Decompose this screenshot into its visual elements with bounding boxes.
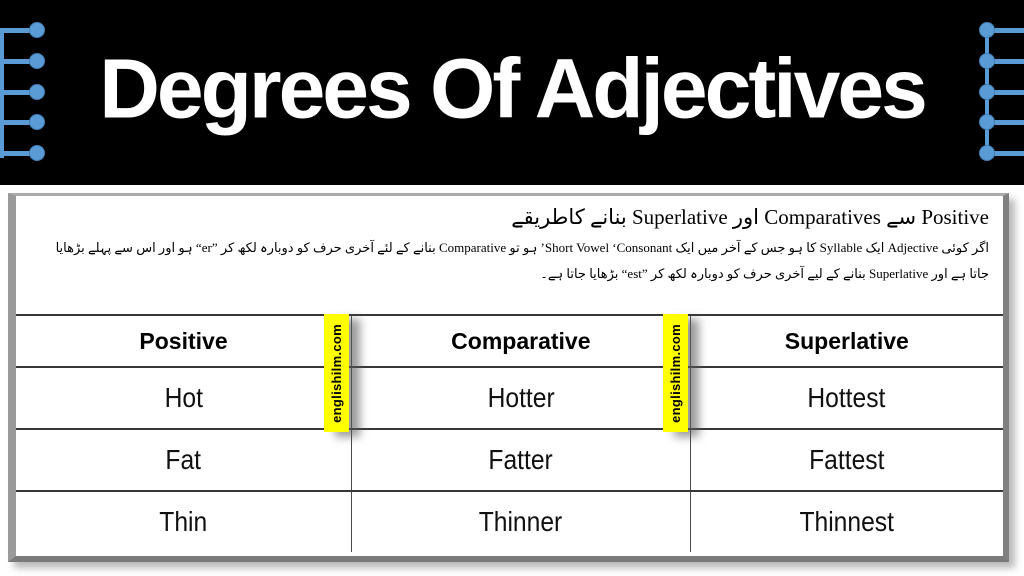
connector-line	[990, 59, 1024, 64]
watermark-strip	[324, 314, 349, 432]
bullet-dot	[29, 145, 45, 161]
urdu-intro	[16, 196, 1003, 314]
connector-line	[990, 28, 1024, 33]
column-header-comparative: Comparative	[352, 315, 691, 367]
connector-line	[990, 151, 1024, 156]
intro-line-2: جاتا ہے اور Superlative بنانے کے لیے آخری حرف کو دوبارہ لکھ کر ”est“ بڑھایا جاتا ہے۔	[540, 265, 989, 281]
table-cell: Fat	[16, 429, 352, 491]
title-banner	[0, 0, 1024, 185]
connector-line	[990, 120, 1024, 125]
table-cell: Hotter	[352, 367, 691, 429]
intro-line-1: اگر کوئی Adjective ایک Syllable کا ہو جس کے آخر میں ایک Short Vowel ‘Consonant’ ہو تو Comparative بنانے کے لئے آخری حرف کو دوبارہ لکھ کر ”er“ ہو اور اس سے پہلے بڑھایا	[55, 240, 989, 255]
bullet-dot	[979, 84, 995, 100]
bullet-dot	[979, 114, 995, 130]
content-panel	[8, 193, 1009, 562]
table-cell: Thinner	[352, 491, 691, 552]
table-cell: Hottest	[690, 367, 1003, 429]
watermark-text: englishilm.com	[329, 323, 344, 423]
page-title: Degrees Of Adjectives	[99, 41, 925, 136]
column-header-superlative: Superlative	[690, 315, 1003, 367]
table-cell: Hot	[16, 367, 352, 429]
column-header-positive: Positive	[16, 315, 352, 367]
table-cell: Thinnest	[690, 491, 1003, 552]
table-cell: Fattest	[690, 429, 1003, 491]
bullet-dot	[979, 53, 995, 69]
watermark-text: englishilm.com	[668, 323, 683, 423]
bullet-dot	[979, 22, 995, 38]
intro-heading: Positive سے Comparatives اور Superlative بنانے کاطریقے	[511, 205, 989, 229]
connector-line	[990, 90, 1024, 95]
degrees-table	[16, 314, 1003, 552]
watermark-strip	[663, 314, 688, 432]
table-cell: Thin	[159, 506, 208, 538]
bullet-dot	[979, 145, 995, 161]
table-cell: Fatter	[352, 429, 691, 491]
table-header-row	[16, 315, 1003, 367]
table-row	[16, 429, 1003, 491]
table-row	[16, 367, 1003, 429]
bullet-dot	[29, 22, 45, 38]
table-row	[16, 491, 1003, 552]
